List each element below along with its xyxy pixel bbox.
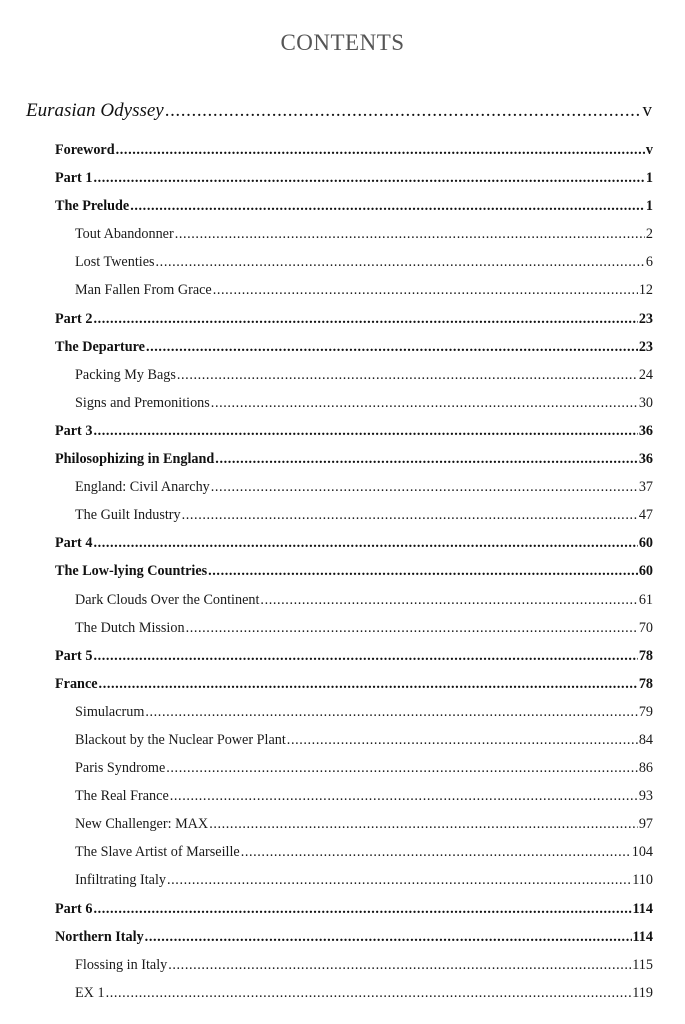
toc-entry-label: Philosophizing in England — [55, 451, 215, 468]
dot-leader — [186, 614, 638, 642]
dot-leader — [156, 248, 645, 276]
toc-entry-label: The Departure — [55, 338, 145, 355]
toc-entry-foreword[interactable] — [0, 136, 653, 164]
toc-entry-lost-twenties[interactable] — [0, 248, 653, 276]
toc-entry-the-slave-artist-of-marseille[interactable] — [0, 838, 653, 866]
dot-leader — [99, 670, 638, 698]
toc-entry-man-fallen-from-grace[interactable] — [0, 276, 653, 304]
dot-leader — [166, 754, 638, 782]
toc-entry-label: Foreword — [55, 142, 115, 158]
toc-entry-page: 78 — [638, 675, 653, 692]
toc-entry-label: Packing My Bags — [75, 366, 176, 383]
dot-leader — [208, 557, 638, 585]
toc-entry-page: 1 — [645, 170, 653, 187]
toc-entry-label: Man Fallen From Grace — [75, 282, 212, 299]
toc-entry-the-guilt-industry[interactable] — [0, 501, 653, 529]
toc-entry-label: Flossing in Italy — [75, 956, 168, 973]
toc-entry-the-real-france[interactable] — [0, 782, 653, 810]
toc-entry-page: 2 — [645, 226, 653, 243]
toc-entry-simulacrum[interactable] — [0, 698, 653, 726]
dot-leader — [106, 979, 632, 1007]
toc-entry-page: 12 — [638, 282, 653, 299]
toc-entry-label: Part 1 — [55, 170, 93, 187]
toc-entry-page: 70 — [638, 619, 653, 636]
toc-entry-label: Lost Twenties — [75, 254, 155, 271]
toc-entry-page: 114 — [632, 928, 653, 945]
dot-leader — [145, 923, 632, 951]
toc-list — [0, 136, 685, 1007]
toc-entry-label: Part 5 — [55, 647, 93, 664]
toc-entry-the-departure[interactable] — [0, 333, 653, 361]
toc-entry-page: 23 — [638, 338, 653, 355]
toc-entry-england-civil-anarchy[interactable] — [0, 473, 653, 501]
toc-entry-label: Dark Clouds Over the Continent — [75, 591, 260, 608]
toc-entry-the-dutch-mission[interactable] — [0, 614, 653, 642]
toc-entry-label: Simulacrum — [75, 703, 145, 720]
toc-entry-label: The Low-lying Countries — [55, 563, 208, 580]
toc-entry-packing-my-bags[interactable] — [0, 361, 653, 389]
toc-book-title-label: Eurasian Odyssey — [26, 100, 164, 121]
toc-entry-page: 60 — [638, 535, 653, 552]
dot-leader — [167, 866, 631, 894]
dot-leader — [260, 586, 637, 614]
toc-entry-flossing-in-italy[interactable] — [0, 951, 653, 979]
toc-book-title-page: v — [642, 100, 652, 121]
dot-leader — [165, 100, 640, 122]
dot-leader — [182, 501, 638, 529]
toc-entry-northern-italy[interactable] — [0, 923, 653, 951]
dot-leader — [211, 473, 638, 501]
dot-leader — [130, 192, 645, 220]
toc-entry-philosophizing-in-england[interactable] — [0, 445, 653, 473]
toc-entry-tout-abandonner[interactable] — [0, 220, 653, 248]
toc-entry-page: 23 — [638, 310, 653, 327]
toc-book-title-entry[interactable] — [26, 100, 652, 124]
toc-entry-part-2[interactable] — [0, 305, 653, 333]
dot-leader — [170, 782, 638, 810]
toc-entry-page: 78 — [638, 647, 653, 664]
toc-entry-page: 1 — [645, 198, 653, 215]
toc-entry-the-low-lying-countries[interactable] — [0, 557, 653, 585]
dot-leader — [211, 389, 638, 417]
toc-entry-part-3[interactable] — [0, 417, 653, 445]
toc-entry-new-challenger-max[interactable] — [0, 810, 653, 838]
toc-entry-page: 6 — [645, 254, 653, 271]
dot-leader — [93, 529, 637, 557]
dot-leader — [93, 642, 637, 670]
toc-entry-label: Part 4 — [55, 535, 93, 552]
dot-leader — [287, 726, 638, 754]
toc-entry-dark-clouds-over-the-continent[interactable] — [0, 586, 653, 614]
toc-entry-label: Blackout by the Nuclear Power Plant — [75, 731, 286, 748]
toc-entry-paris-syndrome[interactable] — [0, 754, 653, 782]
toc-entry-page: 110 — [632, 872, 653, 889]
toc-entry-france[interactable] — [0, 670, 653, 698]
toc-entry-page: 97 — [638, 816, 653, 833]
toc-entry-label: New Challenger: MAX — [75, 816, 209, 833]
toc-entry-part-4[interactable] — [0, 529, 653, 557]
toc-entry-label: Northern Italy — [55, 928, 144, 945]
toc-entry-page: 115 — [632, 956, 653, 973]
toc-entry-page: 84 — [638, 731, 653, 748]
toc-entry-label: The Real France — [75, 788, 169, 805]
toc-entry-page: 36 — [638, 422, 653, 439]
dot-leader — [93, 417, 637, 445]
dot-leader — [146, 333, 638, 361]
toc-entry-the-prelude[interactable] — [0, 192, 653, 220]
toc-entry-signs-and-premonitions[interactable] — [0, 389, 653, 417]
page-title: CONTENTS — [280, 30, 405, 55]
dot-leader — [209, 810, 638, 838]
toc-entry-label: Part 2 — [55, 310, 93, 327]
toc-entry-label: Paris Syndrome — [75, 760, 166, 777]
dot-leader — [175, 220, 645, 248]
toc-entry-page: 86 — [638, 760, 653, 777]
dot-leader — [215, 445, 638, 473]
toc-entry-label: Part 6 — [55, 900, 93, 917]
toc-entry-label: France — [55, 675, 98, 692]
dot-leader — [177, 361, 638, 389]
toc-entry-label: Signs and Premonitions — [75, 394, 210, 411]
toc-entry-label: England: Civil Anarchy — [75, 479, 210, 496]
toc-entry-page: 37 — [638, 479, 653, 496]
dot-leader — [93, 895, 631, 923]
toc-entry-part-5[interactable] — [0, 642, 653, 670]
toc-entry-label: The Prelude — [55, 198, 130, 215]
dot-leader — [116, 136, 645, 164]
toc-entry-page: 93 — [638, 788, 653, 805]
toc-entry-page: v — [645, 142, 653, 158]
toc-entry-page: 104 — [631, 844, 653, 861]
toc-entry-label: EX 1 — [75, 984, 105, 1001]
toc-entry-page: 79 — [638, 703, 653, 720]
toc-entry-ex-1[interactable] — [0, 979, 653, 1007]
dot-leader — [145, 698, 637, 726]
toc-entry-label: The Guilt Industry — [75, 507, 181, 524]
toc-entry-page: 24 — [638, 366, 653, 383]
toc-entry-part-1[interactable] — [0, 164, 653, 192]
dot-leader — [241, 838, 631, 866]
toc-entry-label: Part 3 — [55, 422, 93, 439]
toc-entry-page: 119 — [632, 984, 653, 1001]
toc-entry-infiltrating-italy[interactable] — [0, 866, 653, 894]
toc-entry-blackout-by-the-nuclear-power-plant[interactable] — [0, 726, 653, 754]
toc-entry-label: Tout Abandonner — [75, 226, 174, 243]
toc-entry-page: 60 — [638, 563, 653, 580]
toc-entry-label: Infiltrating Italy — [75, 872, 167, 889]
dot-leader — [168, 951, 631, 979]
dot-leader — [93, 164, 644, 192]
toc-entry-page: 61 — [638, 591, 653, 608]
toc-entry-page: 47 — [638, 507, 653, 524]
toc-entry-part-6[interactable] — [0, 895, 653, 923]
toc-entry-page: 36 — [638, 451, 653, 468]
toc-entry-page: 114 — [632, 900, 653, 917]
toc-entry-label: The Slave Artist of Marseille — [75, 844, 240, 861]
toc-entry-label: The Dutch Mission — [75, 619, 185, 636]
toc-entry-page: 30 — [638, 394, 653, 411]
dot-leader — [93, 305, 637, 333]
dot-leader — [213, 276, 638, 304]
